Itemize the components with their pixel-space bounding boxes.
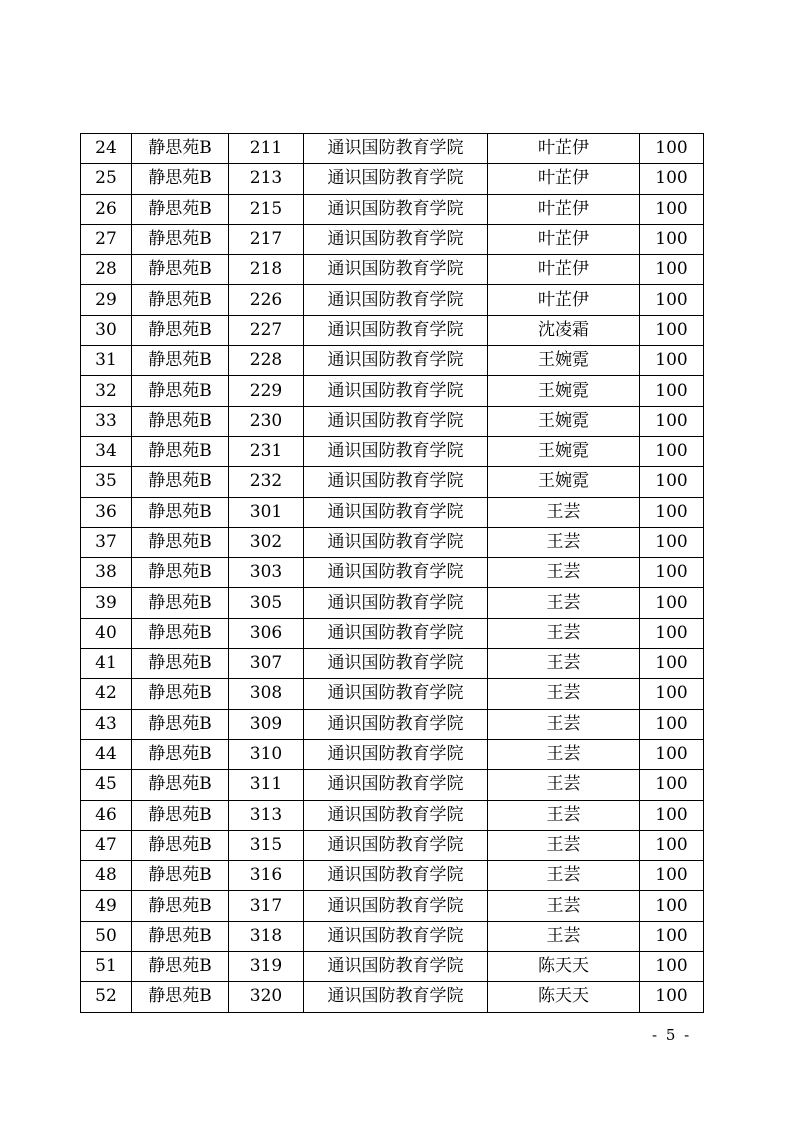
- cell-college: 通识国防教育学院: [304, 679, 488, 709]
- cell-building: 静思苑B: [132, 255, 229, 285]
- cell-counselor: 王芸: [488, 558, 640, 588]
- cell-counselor: 王芸: [488, 649, 640, 679]
- cell-building: 静思苑B: [132, 194, 229, 224]
- cell-index: 26: [81, 194, 132, 224]
- cell-room: 306: [229, 618, 304, 648]
- table-row: [81, 134, 704, 164]
- table-row: [81, 224, 704, 254]
- cell-room: 317: [229, 891, 304, 921]
- cell-index: 35: [81, 467, 132, 497]
- cell-score: 100: [640, 255, 704, 285]
- cell-building: 静思苑B: [132, 770, 229, 800]
- cell-score: 100: [640, 285, 704, 315]
- cell-index: 36: [81, 497, 132, 527]
- cell-building: 静思苑B: [132, 800, 229, 830]
- cell-room: 303: [229, 558, 304, 588]
- cell-counselor: 王婉霓: [488, 467, 640, 497]
- cell-room: 307: [229, 649, 304, 679]
- cell-score: 100: [640, 800, 704, 830]
- cell-building: 静思苑B: [132, 679, 229, 709]
- cell-index: 29: [81, 285, 132, 315]
- cell-room: 310: [229, 739, 304, 769]
- cell-index: 48: [81, 861, 132, 891]
- cell-counselor: 陈天天: [488, 952, 640, 982]
- table-row: [81, 618, 704, 648]
- cell-index: 34: [81, 436, 132, 466]
- cell-building: 静思苑B: [132, 497, 229, 527]
- cell-college: 通识国防教育学院: [304, 224, 488, 254]
- cell-index: 40: [81, 618, 132, 648]
- cell-index: 45: [81, 770, 132, 800]
- cell-room: 320: [229, 982, 304, 1012]
- cell-index: 32: [81, 376, 132, 406]
- cell-score: 100: [640, 164, 704, 194]
- cell-building: 静思苑B: [132, 830, 229, 860]
- cell-building: 静思苑B: [132, 709, 229, 739]
- cell-counselor: 王芸: [488, 618, 640, 648]
- cell-college: 通识国防教育学院: [304, 830, 488, 860]
- cell-room: 232: [229, 467, 304, 497]
- cell-room: 315: [229, 830, 304, 860]
- table-row: [81, 497, 704, 527]
- cell-counselor: 王芸: [488, 921, 640, 951]
- cell-college: 通识国防教育学院: [304, 497, 488, 527]
- cell-counselor: 叶芷伊: [488, 285, 640, 315]
- cell-counselor: 王婉霓: [488, 406, 640, 436]
- table-row: [81, 830, 704, 860]
- cell-index: 25: [81, 164, 132, 194]
- table-row: [81, 467, 704, 497]
- cell-room: 211: [229, 134, 304, 164]
- cell-score: 100: [640, 224, 704, 254]
- cell-score: 100: [640, 467, 704, 497]
- cell-college: 通识国防教育学院: [304, 558, 488, 588]
- cell-room: 308: [229, 679, 304, 709]
- cell-room: 215: [229, 194, 304, 224]
- cell-building: 静思苑B: [132, 467, 229, 497]
- cell-counselor: 叶芷伊: [488, 255, 640, 285]
- cell-building: 静思苑B: [132, 527, 229, 557]
- cell-score: 100: [640, 436, 704, 466]
- cell-index: 51: [81, 952, 132, 982]
- cell-index: 46: [81, 800, 132, 830]
- cell-counselor: 王芸: [488, 679, 640, 709]
- table-row: [81, 739, 704, 769]
- cell-college: 通识国防教育学院: [304, 952, 488, 982]
- cell-room: 318: [229, 921, 304, 951]
- table-row: [81, 982, 704, 1012]
- cell-college: 通识国防教育学院: [304, 164, 488, 194]
- cell-room: 313: [229, 800, 304, 830]
- table-row: [81, 558, 704, 588]
- cell-building: 静思苑B: [132, 134, 229, 164]
- cell-score: 100: [640, 739, 704, 769]
- cell-index: 28: [81, 255, 132, 285]
- cell-index: 38: [81, 558, 132, 588]
- cell-college: 通识国防教育学院: [304, 285, 488, 315]
- table-row: [81, 406, 704, 436]
- cell-score: 100: [640, 679, 704, 709]
- cell-building: 静思苑B: [132, 649, 229, 679]
- cell-counselor: 陈天天: [488, 982, 640, 1012]
- cell-room: 316: [229, 861, 304, 891]
- cell-college: 通识国防教育学院: [304, 861, 488, 891]
- cell-score: 100: [640, 588, 704, 618]
- cell-building: 静思苑B: [132, 558, 229, 588]
- cell-college: 通识国防教育学院: [304, 255, 488, 285]
- cell-index: 41: [81, 649, 132, 679]
- cell-index: 39: [81, 588, 132, 618]
- table-row: [81, 346, 704, 376]
- table-row: [81, 861, 704, 891]
- page-number: - 5 -: [652, 1026, 692, 1044]
- cell-building: 静思苑B: [132, 164, 229, 194]
- cell-building: 静思苑B: [132, 315, 229, 345]
- cell-counselor: 王芸: [488, 739, 640, 769]
- cell-counselor: 叶芷伊: [488, 134, 640, 164]
- cell-building: 静思苑B: [132, 891, 229, 921]
- table-body: [81, 134, 704, 1013]
- table-row: [81, 891, 704, 921]
- cell-building: 静思苑B: [132, 376, 229, 406]
- cell-index: 52: [81, 982, 132, 1012]
- cell-room: 319: [229, 952, 304, 982]
- cell-college: 通识国防教育学院: [304, 982, 488, 1012]
- cell-college: 通识国防教育学院: [304, 770, 488, 800]
- cell-score: 100: [640, 649, 704, 679]
- cell-score: 100: [640, 830, 704, 860]
- cell-college: 通识国防教育学院: [304, 709, 488, 739]
- table-row: [81, 285, 704, 315]
- cell-college: 通识国防教育学院: [304, 588, 488, 618]
- table-row: [81, 588, 704, 618]
- cell-room: 309: [229, 709, 304, 739]
- cell-index: 43: [81, 709, 132, 739]
- cell-score: 100: [640, 527, 704, 557]
- table-row: [81, 679, 704, 709]
- cell-college: 通识国防教育学院: [304, 527, 488, 557]
- cell-building: 静思苑B: [132, 739, 229, 769]
- cell-building: 静思苑B: [132, 618, 229, 648]
- cell-room: 217: [229, 224, 304, 254]
- cell-index: 37: [81, 527, 132, 557]
- cell-building: 静思苑B: [132, 285, 229, 315]
- cell-room: 301: [229, 497, 304, 527]
- table-row: [81, 921, 704, 951]
- cell-counselor: 王婉霓: [488, 376, 640, 406]
- cell-building: 静思苑B: [132, 982, 229, 1012]
- cell-score: 100: [640, 618, 704, 648]
- cell-counselor: 叶芷伊: [488, 164, 640, 194]
- table-row: [81, 649, 704, 679]
- cell-counselor: 王芸: [488, 891, 640, 921]
- cell-room: 230: [229, 406, 304, 436]
- table-row: [81, 770, 704, 800]
- cell-counselor: 叶芷伊: [488, 194, 640, 224]
- cell-counselor: 王芸: [488, 497, 640, 527]
- cell-room: 213: [229, 164, 304, 194]
- cell-room: 229: [229, 376, 304, 406]
- cell-building: 静思苑B: [132, 406, 229, 436]
- cell-score: 100: [640, 982, 704, 1012]
- table-row: [81, 527, 704, 557]
- cell-counselor: 王芸: [488, 527, 640, 557]
- cell-index: 31: [81, 346, 132, 376]
- cell-index: 42: [81, 679, 132, 709]
- cell-score: 100: [640, 406, 704, 436]
- cell-college: 通识国防教育学院: [304, 315, 488, 345]
- cell-index: 49: [81, 891, 132, 921]
- cell-counselor: 王芸: [488, 830, 640, 860]
- cell-college: 通识国防教育学院: [304, 649, 488, 679]
- table-row: [81, 800, 704, 830]
- cell-score: 100: [640, 194, 704, 224]
- cell-counselor: 王芸: [488, 709, 640, 739]
- cell-score: 100: [640, 861, 704, 891]
- cell-counselor: 叶芷伊: [488, 224, 640, 254]
- cell-room: 231: [229, 436, 304, 466]
- cell-college: 通识国防教育学院: [304, 436, 488, 466]
- table-row: [81, 194, 704, 224]
- table-row: [81, 255, 704, 285]
- cell-index: 27: [81, 224, 132, 254]
- cell-score: 100: [640, 891, 704, 921]
- cell-room: 311: [229, 770, 304, 800]
- cell-score: 100: [640, 709, 704, 739]
- table-row: [81, 164, 704, 194]
- cell-counselor: 王婉霓: [488, 436, 640, 466]
- cell-building: 静思苑B: [132, 436, 229, 466]
- cell-building: 静思苑B: [132, 346, 229, 376]
- cell-college: 通识国防教育学院: [304, 346, 488, 376]
- cell-index: 47: [81, 830, 132, 860]
- cell-building: 静思苑B: [132, 952, 229, 982]
- cell-index: 44: [81, 739, 132, 769]
- cell-building: 静思苑B: [132, 588, 229, 618]
- cell-counselor: 王芸: [488, 588, 640, 618]
- cell-room: 226: [229, 285, 304, 315]
- table-row: [81, 376, 704, 406]
- cell-building: 静思苑B: [132, 224, 229, 254]
- cell-counselor: 王芸: [488, 861, 640, 891]
- dormitory-score-table: [80, 133, 704, 1013]
- cell-counselor: 王芸: [488, 770, 640, 800]
- cell-college: 通识国防教育学院: [304, 739, 488, 769]
- cell-score: 100: [640, 315, 704, 345]
- cell-score: 100: [640, 497, 704, 527]
- cell-college: 通识国防教育学院: [304, 467, 488, 497]
- cell-score: 100: [640, 770, 704, 800]
- cell-score: 100: [640, 346, 704, 376]
- cell-counselor: 王芸: [488, 800, 640, 830]
- cell-counselor: 沈凌霜: [488, 315, 640, 345]
- cell-index: 24: [81, 134, 132, 164]
- cell-building: 静思苑B: [132, 921, 229, 951]
- cell-score: 100: [640, 376, 704, 406]
- cell-room: 228: [229, 346, 304, 376]
- cell-index: 30: [81, 315, 132, 345]
- table-row: [81, 709, 704, 739]
- cell-index: 33: [81, 406, 132, 436]
- cell-college: 通识国防教育学院: [304, 376, 488, 406]
- table-row: [81, 436, 704, 466]
- cell-building: 静思苑B: [132, 861, 229, 891]
- cell-college: 通识国防教育学院: [304, 134, 488, 164]
- cell-college: 通识国防教育学院: [304, 406, 488, 436]
- table-row: [81, 315, 704, 345]
- cell-score: 100: [640, 921, 704, 951]
- cell-college: 通识国防教育学院: [304, 891, 488, 921]
- cell-room: 305: [229, 588, 304, 618]
- cell-room: 218: [229, 255, 304, 285]
- cell-score: 100: [640, 558, 704, 588]
- cell-room: 302: [229, 527, 304, 557]
- cell-college: 通识国防教育学院: [304, 194, 488, 224]
- cell-college: 通识国防教育学院: [304, 921, 488, 951]
- cell-college: 通识国防教育学院: [304, 618, 488, 648]
- cell-score: 100: [640, 134, 704, 164]
- table-row: [81, 952, 704, 982]
- cell-room: 227: [229, 315, 304, 345]
- cell-index: 50: [81, 921, 132, 951]
- cell-counselor: 王婉霓: [488, 346, 640, 376]
- cell-college: 通识国防教育学院: [304, 800, 488, 830]
- cell-score: 100: [640, 952, 704, 982]
